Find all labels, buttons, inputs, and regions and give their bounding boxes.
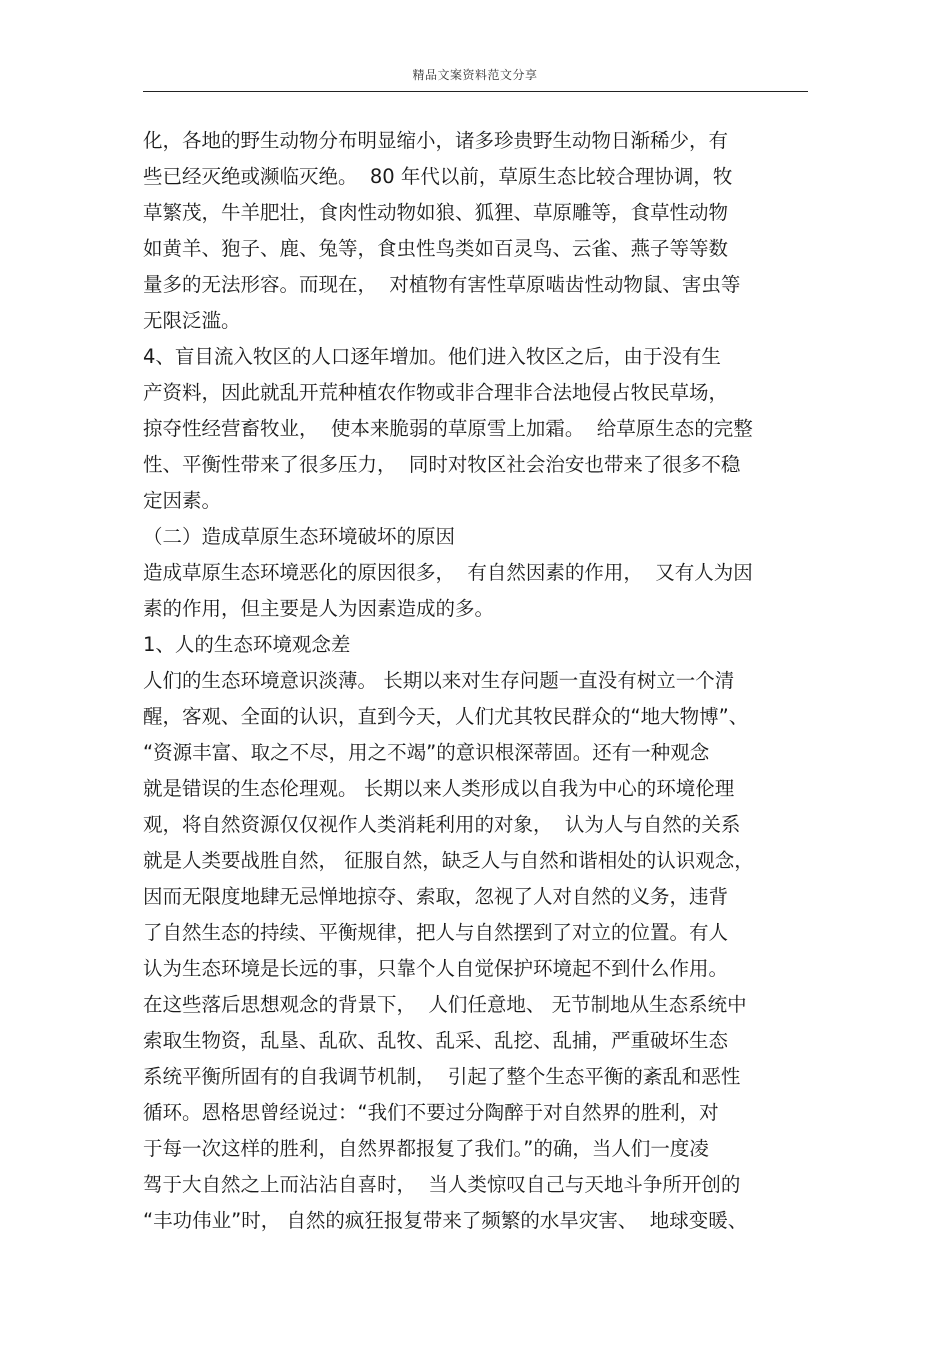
text-line: 在这些落后思想观念的背景下， 人们任意地、 无节制地从生态系统中 [143, 993, 747, 1016]
subsection-heading: 1、人的生态环境观念差 [143, 633, 351, 656]
text-line: 索取生物资，乱垦、乱砍、乱牧、乱采、乱挖、乱捕，严重破坏生态 [143, 1029, 729, 1052]
text-line: 4、盲目流入牧区的人口逐年增加。他们进入牧区之后，由于没有生 [143, 345, 721, 368]
text-line: “丰功伟业”时， 自然的疯狂报复带来了频繁的水旱灾害、 地球变暖、 [143, 1209, 748, 1232]
text-line: 性、平衡性带来了很多压力， 同时对牧区社会治安也带来了很多不稳 [143, 453, 741, 476]
text-line: 系统平衡所固有的自我调节机制， 引起了整个生态平衡的紊乱和恶性 [143, 1065, 741, 1088]
text-line: 观，将自然资源仅仅视作人类消耗利用的对象， 认为人与自然的关系 [143, 813, 741, 836]
text-line: 驾于大自然之上而沾沾自喜时， 当人类惊叹自己与天地斗争所开创的 [143, 1173, 741, 1196]
text-line: 因而无限度地肆无忌惮地掠夺、索取，忽视了人对自然的义务，违背 [143, 885, 729, 908]
section-heading: （二）造成草原生态环境破坏的原因 [143, 525, 456, 548]
text-line: 量多的无法形容。而现在， 对植物有害性草原啮齿性动物鼠、害虫等 [143, 273, 741, 296]
text-line: 就是人类要战胜自然， 征服自然，缺乏人与自然和谐相处的认识观念， [143, 849, 754, 872]
text-line: 无限泛滥。 [143, 309, 241, 332]
text-line: 素的作用，但主要是人为因素造成的多。 [143, 597, 495, 620]
text-line: 于每一次这样的胜利，自然界都报复了我们。”的确，当人们一度凌 [143, 1137, 709, 1160]
text-line: 造成草原生态环境恶化的原因很多， 有自然因素的作用， 又有人为因 [143, 561, 753, 584]
text-line: 如黄羊、狍子、鹿、兔等，食虫性鸟类如百灵鸟、云雀、燕子等等数 [143, 237, 729, 260]
text-line: 些已经灭绝或濒临灭绝。 80 年代以前，草原生态比较合理协调，牧 [143, 165, 733, 188]
text-line: 了自然生态的持续、平衡规律，把人与自然摆到了对立的位置。有人 [143, 921, 729, 944]
text-line: “资源丰富、取之不尽，用之不竭”的意识根深蒂固。还有一种观念 [143, 741, 710, 764]
text-line: 人们的生态环境意识淡薄。 长期以来对生存问题一直没有树立一个清 [143, 669, 735, 692]
text-line: 醒，客观、全面的认识，直到今天，人们尤其牧民群众的“地大物博”、 [143, 705, 749, 728]
text-line: 化，各地的野生动物分布明显缩小，诸多珍贵野生动物日渐稀少，有 [143, 129, 729, 152]
text-line: 草繁茂，牛羊肥壮，食肉性动物如狼、狐狸、草原雕等，食草性动物 [143, 201, 729, 224]
page-header: 精品文案资料范文分享 [412, 68, 538, 82]
text-line: 产资料，因此就乱开荒种植农作物或非合理非合法地侵占牧民草场， [143, 381, 729, 404]
text-line: 掠夺性经营畜牧业， 使本来脆弱的草原雪上加霜。 给草原生态的完整 [143, 417, 753, 440]
header-rule [143, 91, 808, 92]
text-line: 就是错误的生态伦理观。 长期以来人类形成以自我为中心的环境伦理 [143, 777, 735, 800]
text-line: 认为生态环境是长远的事，只靠个人自觉保护环境起不到什么作用。 [143, 957, 729, 980]
text-line: 定因素。 [143, 489, 222, 512]
text-line: 循环。恩格思曾经说过：“我们不要过分陶醉于对自然界的胜利，对 [143, 1101, 719, 1124]
body-text [143, 123, 808, 1239]
